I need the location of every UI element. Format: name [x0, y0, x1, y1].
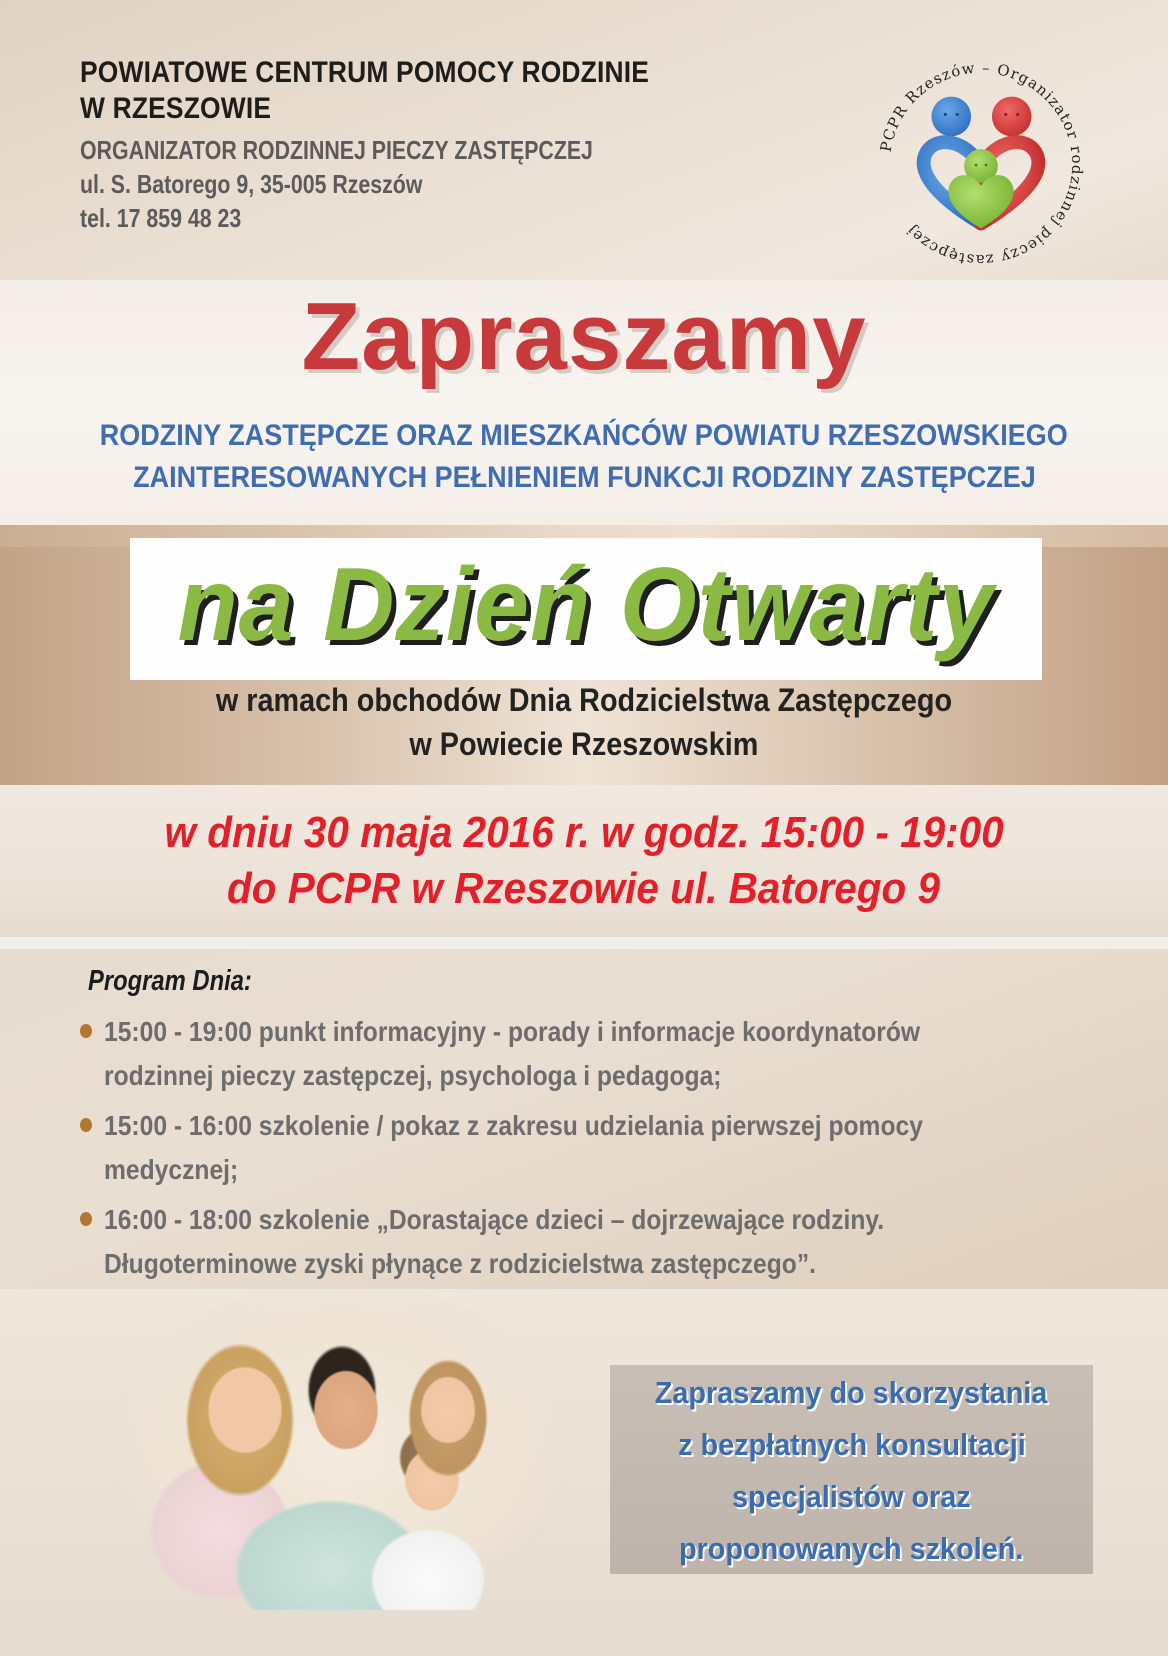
open-day-context-line2: w Powiecie Rzeszowskim	[409, 726, 759, 762]
bullet-icon	[80, 1212, 92, 1226]
bullet-icon	[80, 1118, 92, 1132]
audience-line1: RODZINY ZASTĘPCZE ORAZ MIESZKAŃCÓW POWIATU RZESZOWSKIEGO	[99, 419, 1068, 452]
bullet-icon	[80, 1024, 92, 1038]
org-name-line2: W RZESZOWIE	[80, 92, 272, 125]
promo-line1: Zapraszamy do skorzystania	[655, 1375, 1048, 1410]
open-day-title-text: na Dzień Otwarty	[177, 547, 995, 663]
open-day-context	[0, 678, 1168, 766]
program-item	[78, 1198, 1118, 1286]
event-location: do PCPR w Rzeszowie ul. Batorego 9	[227, 864, 941, 913]
org-address: ul. S. Batorego 9, 35-005 Rzeszów	[80, 169, 423, 199]
event-details	[0, 805, 1168, 917]
open-day-context-line1: w ramach obchodów Dnia Rodzicielstwa Zastępczego	[215, 682, 953, 718]
family-hearts-logo-icon	[872, 55, 1090, 273]
audience-line2: ZAINTERESOWANYCH PEŁNIENIEM FUNKCJI RODZINY ZASTĘPCZEJ	[132, 461, 1036, 494]
family-photo	[110, 1290, 570, 1610]
organization-info	[80, 55, 727, 235]
program-item-line2: Długoterminowe zyski płynące z rodzicielstwa zastępczego”.	[104, 1248, 817, 1279]
svg-text:PCPR Rzeszów – Organizator rod: PCPR Rzeszów – Organizator rodzinnej pieczy zastępczej	[876, 58, 1087, 270]
org-name-line1: POWIATOWE CENTRUM POMOCY RODZINIE	[80, 56, 650, 89]
org-subtitle: ORGANIZATOR RODZINNEJ PIECZY ZASTĘPCZEJ	[80, 135, 593, 165]
promo-text	[610, 1367, 1093, 1575]
program-item-line1: 15:00 - 19:00 punkt informacyjny - porady i informacje koordynatorów	[104, 1016, 921, 1047]
program-item	[78, 1104, 1118, 1192]
program-title: Program Dnia:	[88, 965, 252, 997]
open-day-title	[130, 540, 1042, 670]
promo-line2: z bezpłatnych konsultacji	[677, 1427, 1026, 1462]
program-item-line1: 15:00 - 16:00 szkolenie / pokaz z zakresu udzielania pierwszej pomocy	[104, 1110, 923, 1141]
promo-line3: specjalistów oraz	[732, 1479, 971, 1514]
program-item-line2: rodzinnej pieczy zastępczej, psychologa i pedagoga;	[104, 1060, 722, 1091]
promo-line4: proponowanych szkoleń.	[679, 1531, 1024, 1566]
audience-text	[0, 415, 1168, 499]
program-item-line2: medycznej;	[104, 1154, 239, 1185]
program-item	[78, 1010, 1118, 1098]
band-divider	[0, 937, 1168, 949]
headline: Zapraszamy	[301, 283, 867, 390]
program-list	[78, 1010, 1118, 1292]
program-item-line1: 16:00 - 18:00 szkolenie „Dorastające dzieci – dojrzewające rodziny.	[104, 1204, 885, 1235]
org-phone: tel. 17 859 48 23	[80, 203, 242, 233]
event-date: w dniu 30 maja 2016 r. w godz. 15:00 - 19:00	[164, 808, 1004, 857]
